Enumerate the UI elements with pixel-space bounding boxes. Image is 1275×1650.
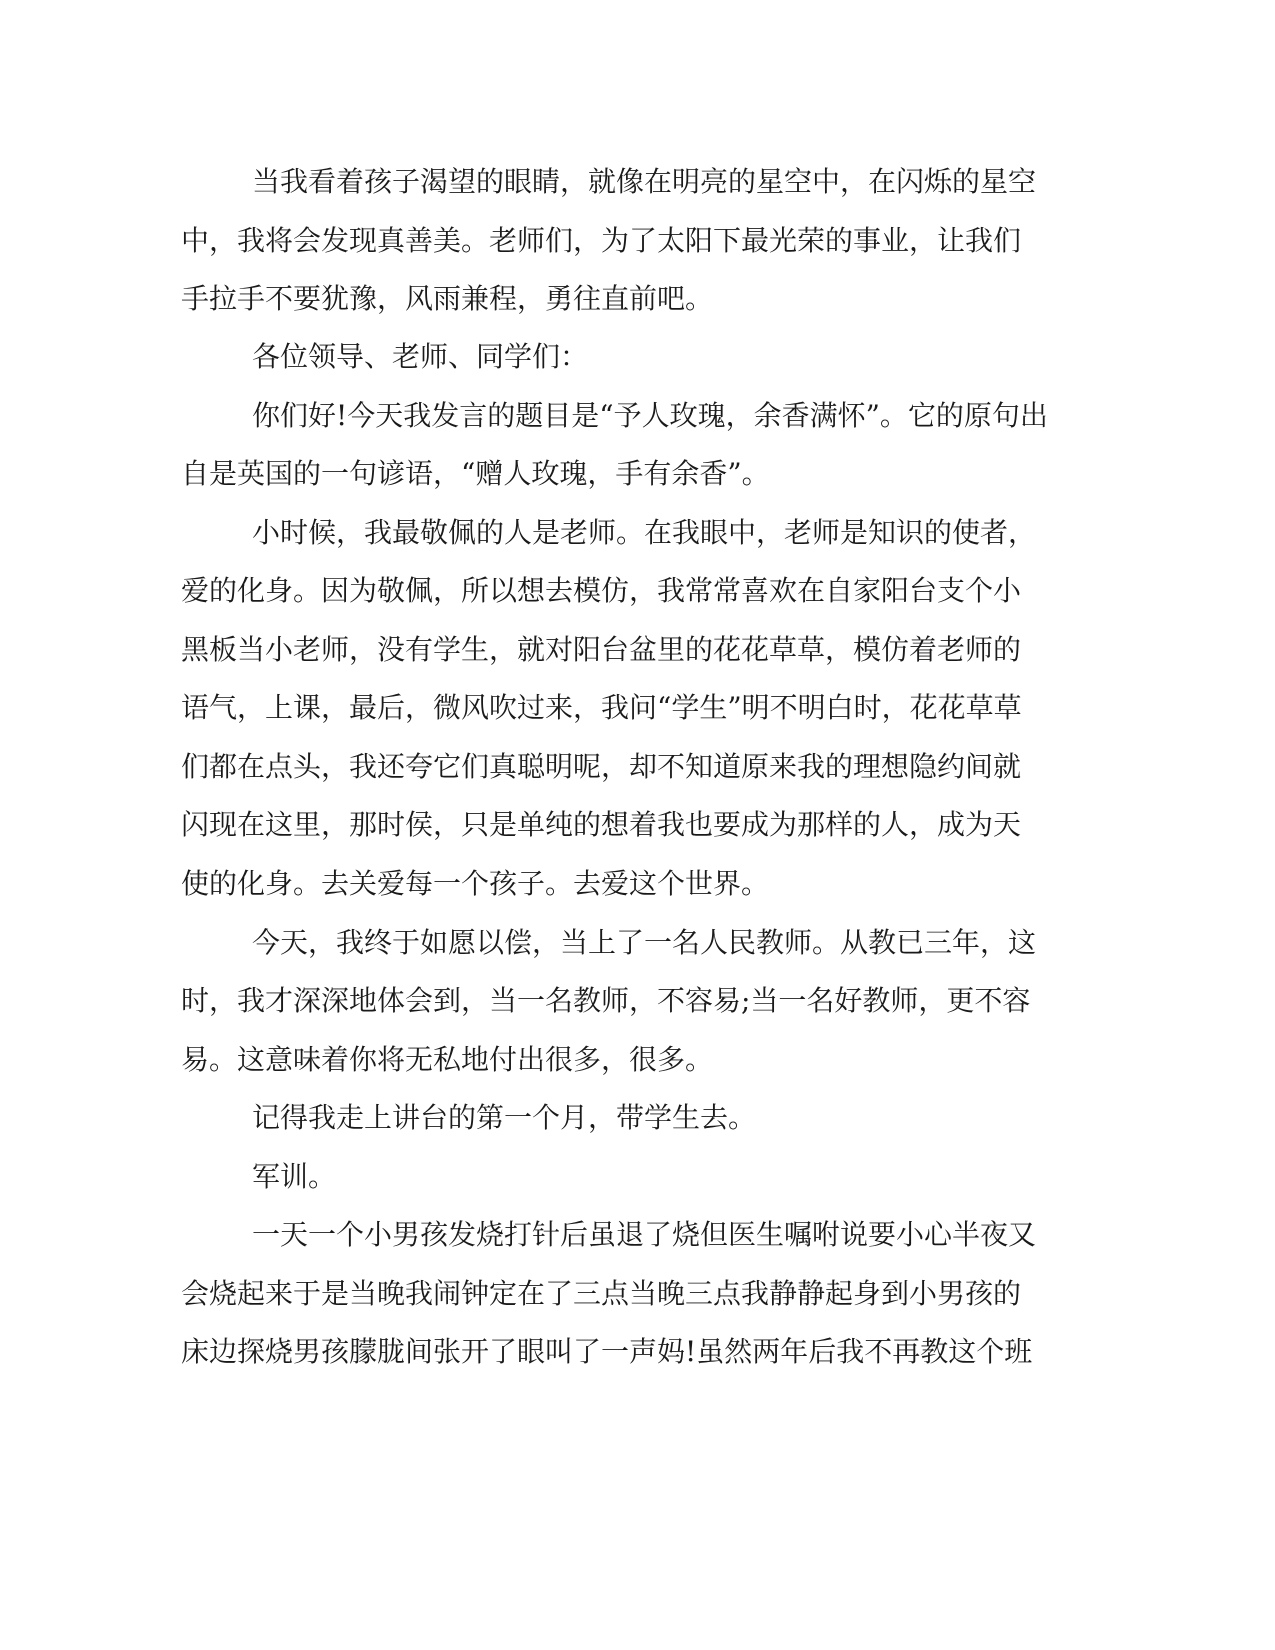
text-line: 爱的化身。因为敬佩，所以想去模仿，我常常喜欢在自家阳台支个小: [181, 574, 1022, 607]
text-line: 易。这意味着你将无私地付出很多，很多。: [181, 1043, 714, 1076]
text-line: 今天，我终于如愿以偿，当上了一名人民教师。从教已三年，这: [252, 926, 1037, 959]
text-line: 手拉手不要犹豫，风雨兼程，勇往直前吧。: [181, 282, 714, 315]
text-line: 使的化身。去关爱每一个孩子。去爱这个世界。: [181, 867, 770, 900]
text-line: 你们好!今天我发言的题目是“予人玫瑰，余香满怀”。它的原句出: [252, 399, 1048, 432]
text-line: 黑板当小老师，没有学生，就对阳台盆里的花花草草，模仿着老师的: [181, 633, 1022, 666]
text-line: 中，我将会发现真善美。老师们，为了太阳下最光荣的事业，让我们: [181, 224, 1022, 257]
text-line: 语气，上课，最后，微风吹过来，我问“学生”明不明白时，花花草草: [181, 691, 1022, 724]
text-line: 一天一个小男孩发烧打针后虽退了烧但医生嘱咐说要小心半夜又: [252, 1218, 1037, 1251]
text-line: 自是英国的一句谚语，“赠人玫瑰，手有余香”。: [181, 457, 770, 490]
text-line: 闪现在这里，那时侯，只是单纯的想着我也要成为那样的人，成为天: [181, 808, 1022, 841]
text-line: 时，我才深深地体会到，当一名教师，不容易;当一名好教师，更不容: [181, 984, 1031, 1017]
text-line: 军训。: [252, 1160, 337, 1193]
text-line: 当我看着孩子渴望的眼睛，就像在明亮的星空中，在闪烁的星空: [252, 165, 1037, 198]
text-line: 会烧起来于是当晚我闹钟定在了三点当晚三点我静静起身到小男孩的: [181, 1277, 1022, 1310]
text-line: 们都在点头，我还夸它们真聪明呢，却不知道原来我的理想隐约间就: [181, 750, 1022, 783]
text-line: 小时候，我最敬佩的人是老师。在我眼中，老师是知识的使者，: [252, 516, 1037, 549]
text-line: 床边探烧男孩朦胧间张开了眼叫了一声妈!虽然两年后我不再教这个班: [181, 1335, 1033, 1368]
text-line: 记得我走上讲台的第一个月，带学生去。: [252, 1101, 757, 1134]
text-line: 各位领导、老师、同学们：: [252, 340, 589, 373]
